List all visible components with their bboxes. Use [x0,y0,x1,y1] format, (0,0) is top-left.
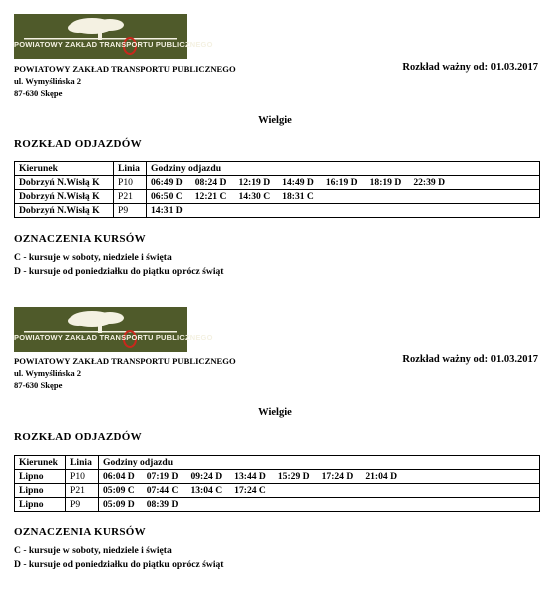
table-header-row [15,456,540,470]
column-header-line: Linia [114,162,147,176]
departure-time: 13:04 C [190,484,223,496]
tree-logo-icon [14,307,213,352]
company-logo [14,307,213,352]
direction-cell: Dobrzyń N.Wisłą K [15,190,114,204]
times-cell [99,470,540,484]
times-cell [99,484,540,498]
direction-cell: Lipno [15,484,66,498]
times-cell [99,498,540,512]
timetable-heading: ROZKŁAD ODJAZDÓW [14,431,142,443]
direction-cell: Dobrzyń N.Wisłą K [15,176,114,190]
timetable-table [14,455,540,512]
line-cell: P10 [114,176,147,190]
table-row [15,484,540,498]
column-header-direction: Kierunek [15,456,66,470]
company-name: POWIATOWY ZAKŁAD TRANSPORTU PUBLICZNEGO [14,64,236,74]
line-cell: P10 [66,470,99,484]
departure-time: 18:31 C [282,190,314,202]
departure-time: 05:09 D [103,498,135,510]
line-cell: P21 [66,484,99,498]
departure-time: 06:50 C [151,190,183,202]
direction-cell: Lipno [15,498,66,512]
logo-text: POWIATOWY ZAKŁAD TRANSPORTU PUBLICZNEGO [14,40,213,49]
departure-time: 13:44 D [234,470,266,482]
company-street: ul. Wymyślińska 2 [14,368,82,378]
departure-time: 18:19 D [369,176,402,188]
departure-time: 05:09 C [103,484,135,496]
departure-time: 14:49 D [282,176,314,188]
departure-time: 17:24 C [234,484,266,496]
legend-item-c: C - kursuje w soboty, niedziele i święta [14,545,172,556]
timetable-heading: ROZKŁAD ODJAZDÓW [14,138,142,150]
stop-name: Wielgie [258,407,292,418]
departure-time: 12:21 C [194,190,227,202]
legend [14,544,224,572]
valid-from: Rozkład ważny od: 01.03.2017 [402,62,538,73]
departure-time: 07:44 C [146,484,179,496]
column-header-times: Godziny odjazdu [147,162,540,176]
company-name: POWIATOWY ZAKŁAD TRANSPORTU PUBLICZNEGO [14,356,236,366]
column-header-direction: Kierunek [15,162,114,176]
line-cell: P9 [114,204,147,218]
valid-from: Rozkład ważny od: 01.03.2017 [402,354,538,365]
table-row [15,498,540,512]
legend-item-d: D - kursuje od poniedziałku do piątku oprócz świąt [14,266,224,277]
company-address [14,355,236,391]
column-header-line: Linia [66,456,99,470]
legend-heading: OZNACZENIA KURSÓW [14,233,146,245]
departure-time: 07:19 D [146,470,179,482]
legend-item-d: D - kursuje od poniedziałku do piątku oprócz świąt [14,559,224,570]
departure-time: 15:29 D [277,470,310,482]
company-city: 87-630 Skępe [14,380,63,390]
legend-item-c: C - kursuje w soboty, niedziele i święta [14,252,172,263]
table-row [15,470,540,484]
departure-time: 22:39 D [413,176,446,188]
line-cell: P9 [66,498,99,512]
departure-time: 12:19 D [238,176,271,188]
legend-heading: OZNACZENIA KURSÓW [14,526,146,538]
departure-time: 21:04 D [365,470,398,482]
departure-time: 06:49 D [151,176,183,188]
line-cell: P21 [114,190,147,204]
logo-text: POWIATOWY ZAKŁAD TRANSPORTU PUBLICZNEGO [14,333,213,342]
departure-time: 08:24 D [194,176,227,188]
direction-cell: Lipno [15,470,66,484]
column-header-times: Godziny odjazdu [99,456,540,470]
company-street: ul. Wymyślińska 2 [14,76,82,86]
departure-time: 09:24 D [190,470,223,482]
departure-time: 06:04 D [103,470,135,482]
stop-name: Wielgie [258,115,292,126]
company-city: 87-630 Skępe [14,88,63,98]
direction-cell: Dobrzyń N.Wisłą K [15,204,114,218]
departure-time: 08:39 D [146,498,179,510]
departure-time: 17:24 D [321,470,354,482]
departure-time: 16:19 D [325,176,358,188]
departure-time: 14:31 D [151,204,183,216]
departure-time: 14:30 C [238,190,271,202]
